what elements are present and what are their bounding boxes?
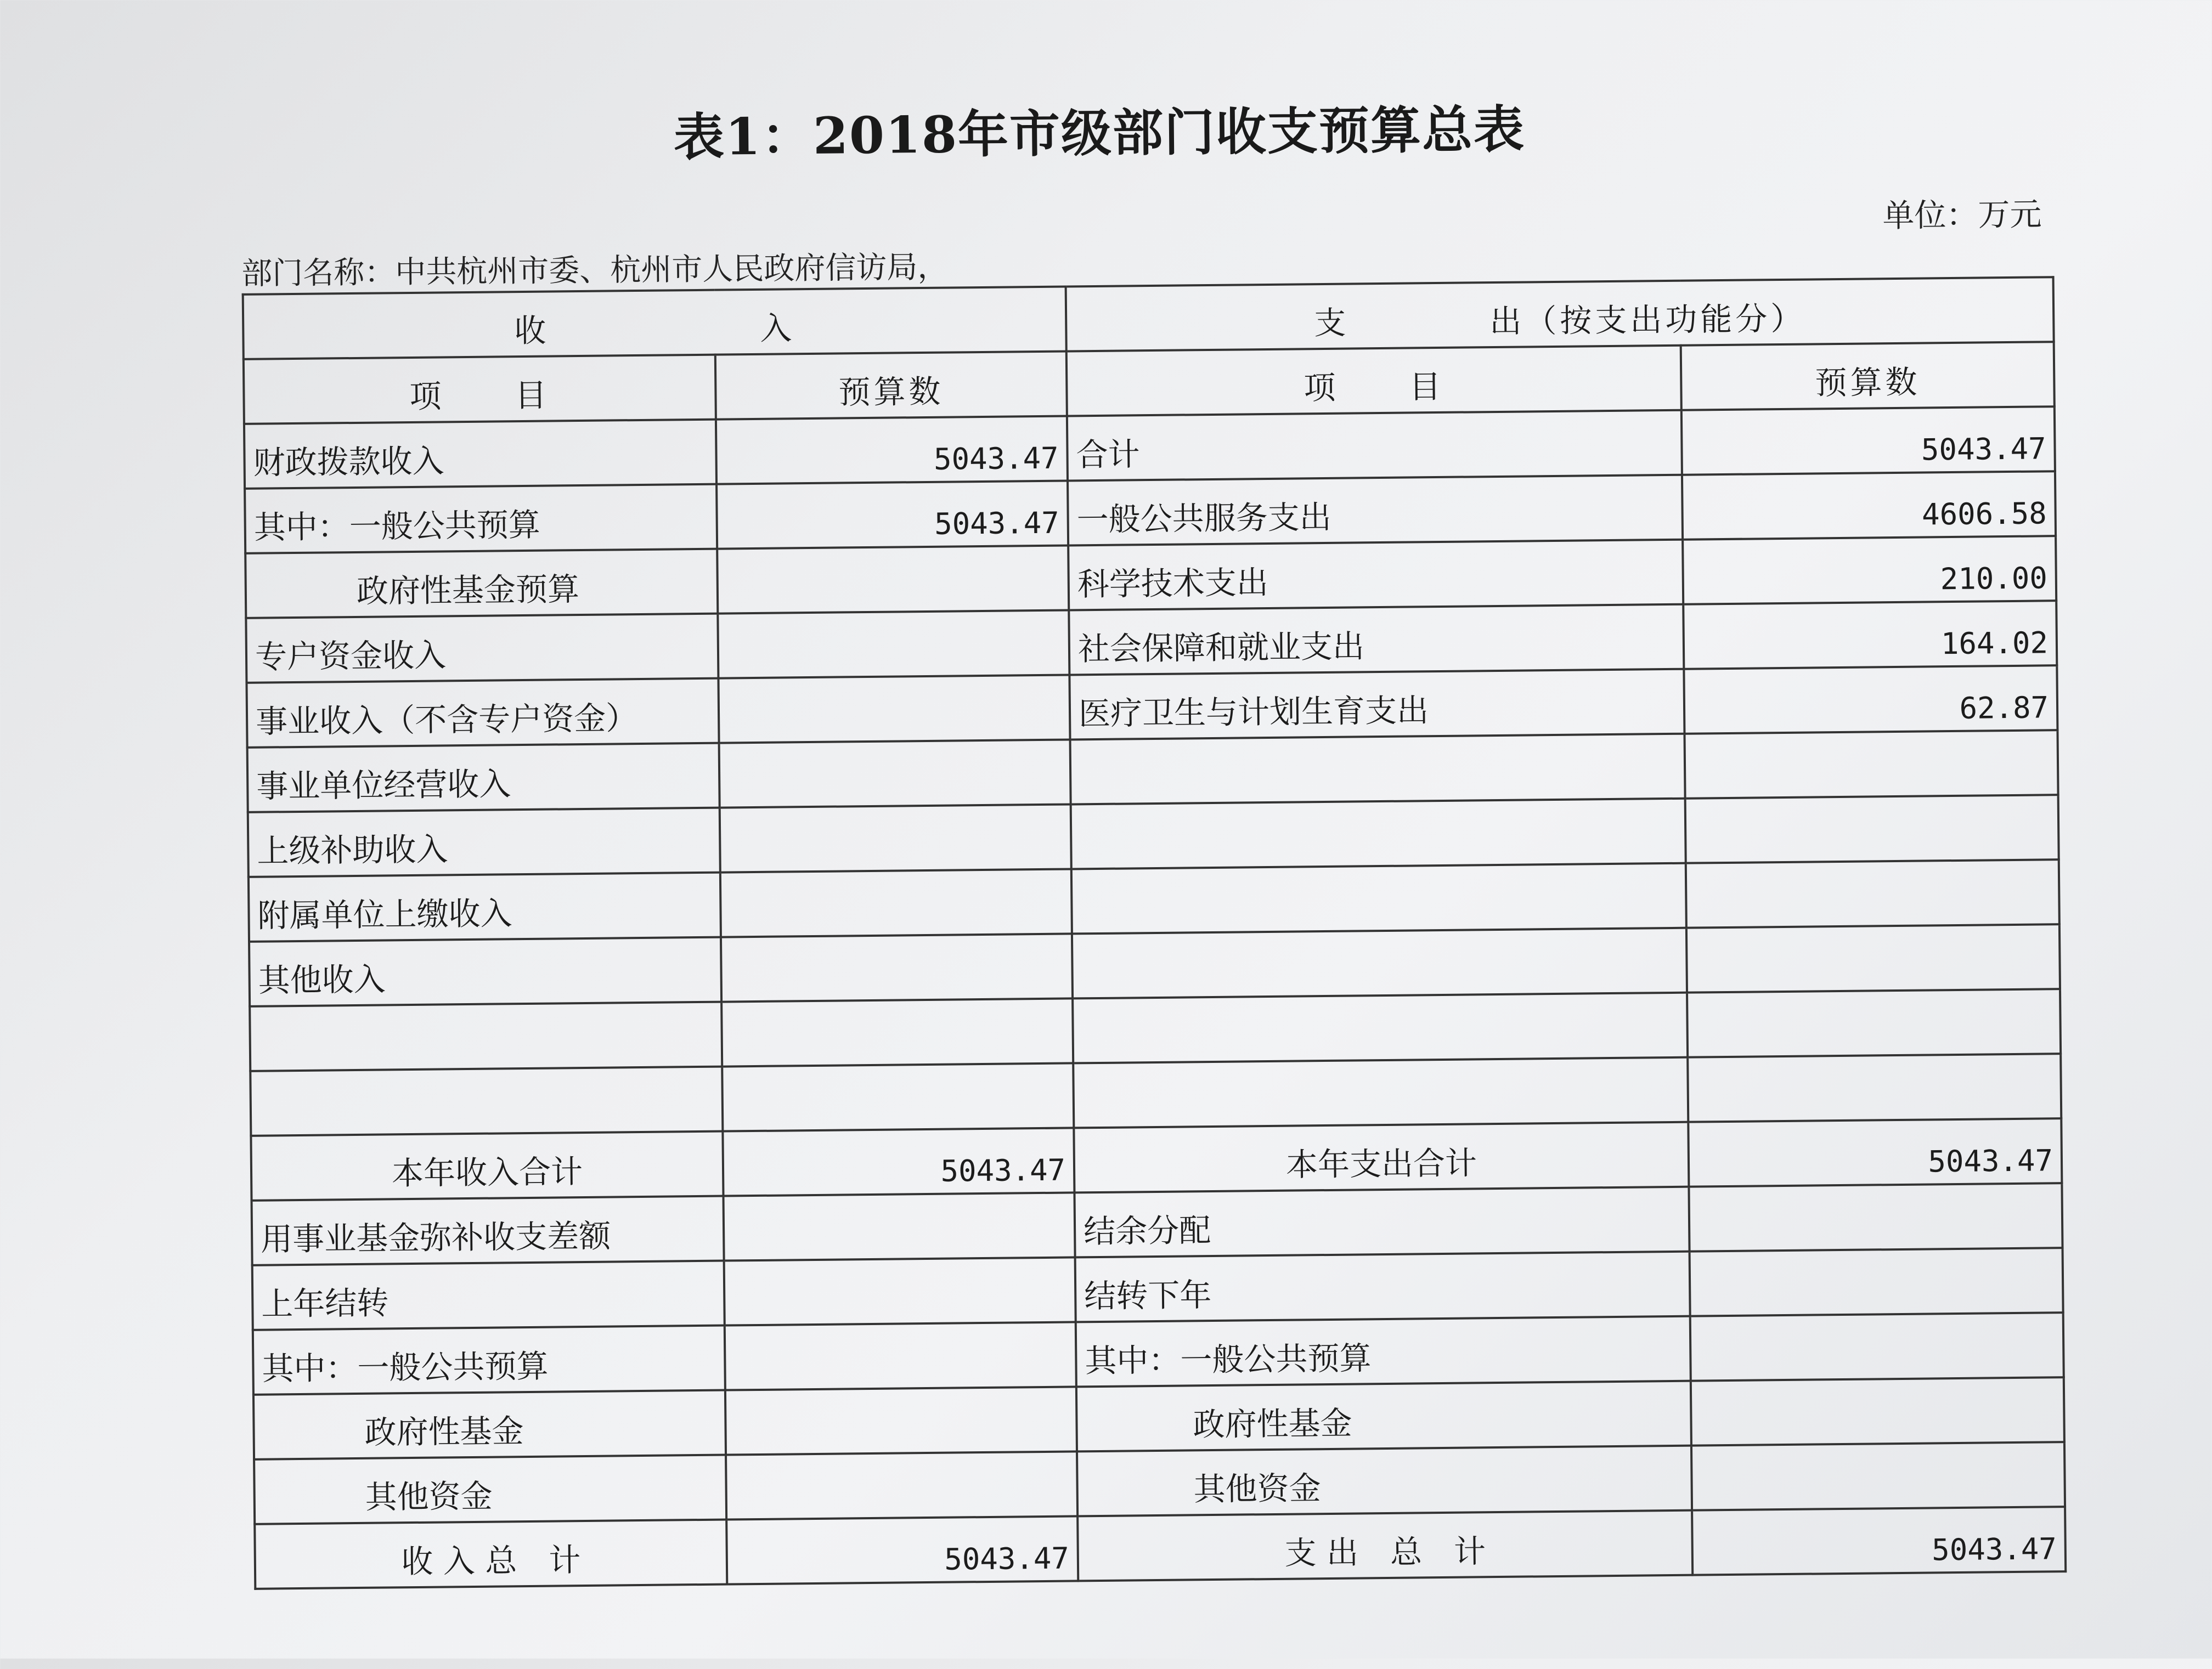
expense-label: 政府性基金 bbox=[1076, 1381, 1691, 1452]
expense-label bbox=[1071, 863, 1686, 934]
expense-label: 其中：一般公共预算 bbox=[1076, 1316, 1691, 1387]
expense-label: 合计 bbox=[1067, 410, 1682, 481]
expense-value bbox=[1690, 1312, 2064, 1381]
expense-value bbox=[1686, 859, 2059, 928]
income-annual-total-label: 本年收入合计 bbox=[251, 1131, 723, 1201]
expense-label: 其他资金 bbox=[1077, 1446, 1692, 1517]
expense-label: 科学技术支出 bbox=[1068, 540, 1683, 610]
income-value bbox=[721, 998, 1073, 1066]
expense-value: 210.00 bbox=[1683, 536, 2056, 604]
income-value bbox=[724, 1192, 1075, 1260]
department-name: 部门名称：中共杭州市委、杭州市人民政府信访局， bbox=[241, 249, 949, 292]
income-value bbox=[718, 610, 1069, 678]
expense-label bbox=[1072, 928, 1687, 999]
expense-value bbox=[1690, 1248, 2063, 1316]
expense-budget-header: 预算数 bbox=[1681, 342, 2055, 410]
income-value: 5043.47 bbox=[716, 416, 1068, 484]
expense-value: 4606.58 bbox=[1682, 471, 2056, 540]
expense-label bbox=[1073, 1057, 1688, 1128]
expense-value bbox=[1685, 730, 2058, 799]
expense-value bbox=[1685, 795, 2059, 863]
income-value bbox=[719, 739, 1071, 807]
income-label: 附属单位上缴收入 bbox=[249, 873, 721, 942]
income-group-header: 收 入 bbox=[243, 287, 1066, 359]
expense-label: 社会保障和就业支出 bbox=[1069, 604, 1684, 675]
income-label bbox=[250, 1002, 722, 1071]
expense-label bbox=[1073, 993, 1688, 1063]
income-label: 专户资金收入 bbox=[246, 614, 718, 683]
expense-label: 一般公共服务支出 bbox=[1068, 475, 1683, 546]
budget-table bbox=[242, 276, 2067, 1590]
expense-label: 医疗卫生与计划生育支出 bbox=[1069, 669, 1684, 740]
income-label: 事业收入（不含专户资金） bbox=[246, 678, 719, 748]
expense-value bbox=[1691, 1377, 2064, 1446]
income-grand-total-value: 5043.47 bbox=[726, 1516, 1078, 1584]
income-value bbox=[718, 675, 1070, 743]
expense-label: 结转下年 bbox=[1075, 1252, 1690, 1322]
income-value bbox=[720, 869, 1072, 937]
expense-label bbox=[1070, 734, 1685, 805]
expense-value bbox=[1686, 924, 2060, 993]
expense-annual-total-value: 5043.47 bbox=[1688, 1118, 2062, 1187]
income-label bbox=[250, 1067, 723, 1136]
expense-value: 164.02 bbox=[1683, 601, 2057, 669]
expense-value: 5043.47 bbox=[1681, 406, 2055, 475]
income-grand-total-label: 收 入 总 计 bbox=[255, 1520, 727, 1589]
income-label: 其中：一般公共预算 bbox=[253, 1326, 725, 1395]
expense-item-header: 项 目 bbox=[1066, 346, 1681, 416]
income-value bbox=[724, 1257, 1076, 1325]
income-label: 用事业基金弥补收支差额 bbox=[252, 1196, 724, 1265]
expense-value bbox=[1689, 1183, 2062, 1252]
expense-label: 结余分配 bbox=[1074, 1187, 1689, 1258]
expense-value bbox=[1691, 1442, 2065, 1510]
unit-label: 单位：万元 bbox=[1882, 195, 2042, 235]
expense-value bbox=[1687, 989, 2061, 1057]
income-label: 政府性基金 bbox=[253, 1390, 726, 1459]
income-budget-header: 预算数 bbox=[715, 352, 1067, 420]
income-annual-total-value: 5043.47 bbox=[723, 1128, 1074, 1196]
income-label: 财政拨款收入 bbox=[244, 420, 716, 489]
income-label: 上年结转 bbox=[252, 1261, 725, 1330]
expense-group-header: 支 出（按支出功能分） bbox=[1066, 277, 2054, 351]
expense-annual-total-label: 本年支出合计 bbox=[1074, 1122, 1689, 1193]
income-value bbox=[726, 1451, 1077, 1519]
income-value bbox=[721, 933, 1073, 1002]
expense-value: 62.87 bbox=[1684, 665, 2057, 734]
income-label: 事业单位经营收入 bbox=[247, 743, 720, 812]
income-label: 其他资金 bbox=[254, 1455, 726, 1524]
income-label: 其他收入 bbox=[249, 937, 721, 1006]
document-title: 表1：2018年市级部门收支预算总表 bbox=[673, 99, 1526, 167]
income-label: 其中：一般公共预算 bbox=[245, 484, 717, 553]
income-value: 5043.47 bbox=[716, 480, 1068, 548]
income-value bbox=[720, 804, 1071, 872]
income-label: 上级补助收入 bbox=[248, 808, 720, 877]
expense-value bbox=[1688, 1054, 2061, 1122]
expense-label bbox=[1071, 799, 1686, 869]
income-item-header: 项 目 bbox=[244, 355, 716, 424]
income-value bbox=[717, 545, 1069, 613]
income-value bbox=[722, 1063, 1074, 1131]
expense-grand-total-label: 支 出 总 计 bbox=[1077, 1510, 1692, 1581]
income-value bbox=[725, 1322, 1076, 1390]
expense-grand-total-value: 5043.47 bbox=[1692, 1507, 2066, 1575]
income-label: 政府性基金预算 bbox=[245, 549, 718, 618]
income-value bbox=[725, 1387, 1077, 1455]
